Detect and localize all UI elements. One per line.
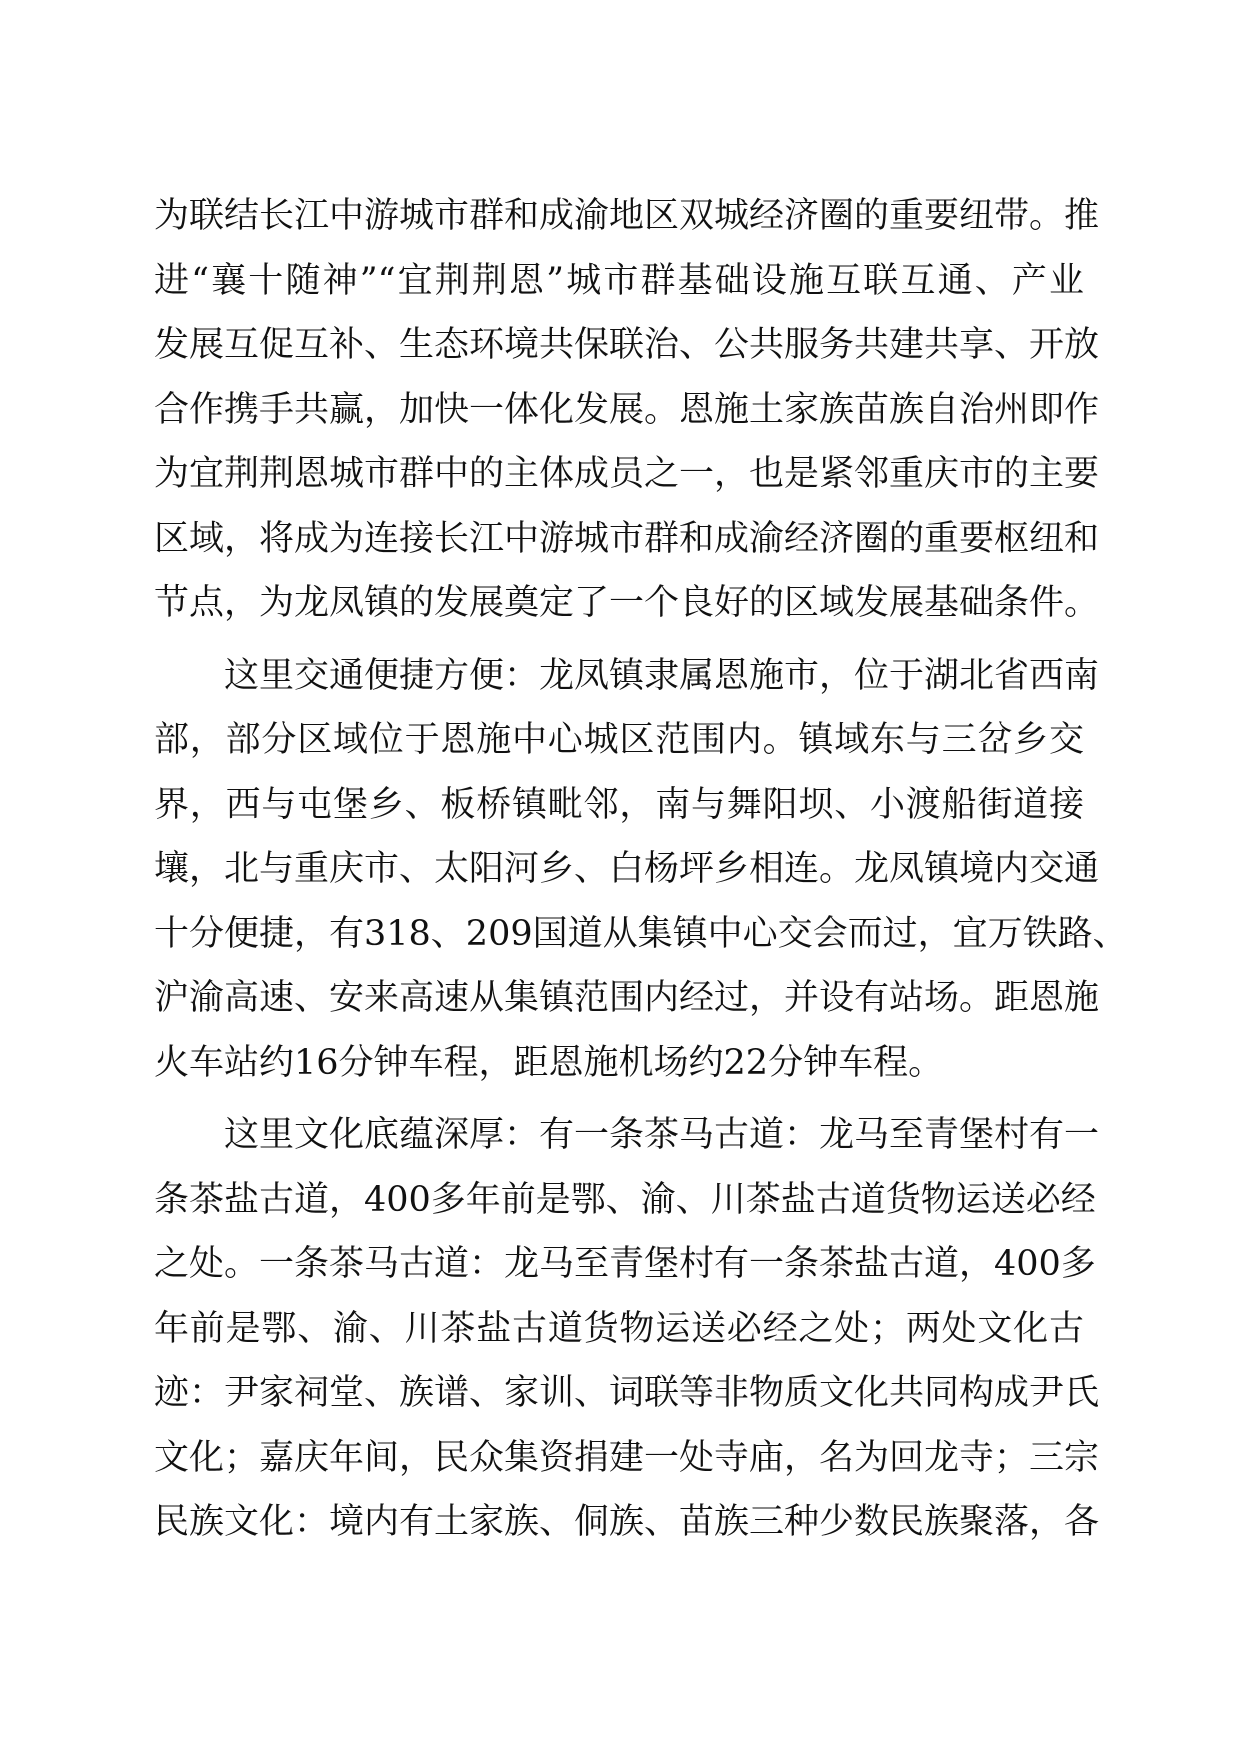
text-line: 火车站约16分钟车程，距恩施机场约22分钟车程。 [154, 1042, 944, 1083]
text-line: 壤，北与重庆市、太阳河乡、白杨坪乡相连。龙凤镇境内交通 [154, 849, 1100, 889]
text-line: 之处。一条茶马古道：龙马至青堡村有一条茶盐古道，400多 [154, 1244, 1096, 1284]
text-line: 区域，将成为连接长江中游城市群和成渝经济圈的重要枢纽和 [154, 518, 1100, 559]
text-line: 民族文化：境内有土家族、侗族、苗族三种少数民族聚落，各 [154, 1502, 1100, 1542]
text-line: 条茶盐古道，400多年前是鄂、渝、川茶盐古道货物运送必经 [154, 1179, 1096, 1220]
body-text [154, 184, 1128, 1555]
text-line: 为宜荆荆恩城市群中的主体成员之一，也是紧邻重庆市的主要 [154, 454, 1100, 494]
text-line: 部，部分区域位于恩施中心城区范围内。镇域东与三岔乡交 [154, 720, 1084, 760]
text-line: 合作携手共赢，加快一体化发展。恩施土家族苗族自治州即作 [154, 389, 1100, 430]
text-line: 十分便捷，有318、209国道从集镇中心交会而过，宜万铁路、 [154, 913, 1128, 954]
text-line: 节点，为龙凤镇的发展奠定了一个良好的区域发展基础条件。 [154, 583, 1100, 623]
paragraph-culture [154, 1103, 1100, 1555]
text-line: 沪渝高速、安来高速从集镇范围内经过，并设有站场。距恩施 [154, 978, 1100, 1018]
text-line: 为联结长江中游城市群和成渝地区双城经济圈的重要纽带。推 [154, 196, 1100, 236]
text-line: 这里文化底蕴深厚：有一条茶马古道：龙马至青堡村有一 [224, 1115, 1100, 1155]
text-line: 进“襄十随神”“宜荆荆恩”城市群基础设施互联互通、产业 [154, 260, 1084, 301]
text-line: 界，西与屯堡乡、板桥镇毗邻，南与舞阳坝、小渡船街道接 [154, 784, 1084, 825]
text-line: 发展互促互补、生态环境共保联治、公共服务共建共享、开放 [154, 325, 1100, 365]
paragraph-transportation [154, 644, 1128, 1096]
text-line: 这里交通便捷方便：龙凤镇隶属恩施市，位于湖北省西南 [224, 655, 1100, 696]
paragraph-regional-context [154, 184, 1100, 636]
text-line: 迹：尹家祠堂、族谱、家训、词联等非物质文化共同构成尹氏 [154, 1373, 1100, 1413]
text-line: 文化；嘉庆年间，民众集资捐建一处寺庙，名为回龙寺；三宗 [154, 1437, 1100, 1478]
text-line: 年前是鄂、渝、川茶盐古道货物运送必经之处；两处文化古 [154, 1308, 1084, 1349]
